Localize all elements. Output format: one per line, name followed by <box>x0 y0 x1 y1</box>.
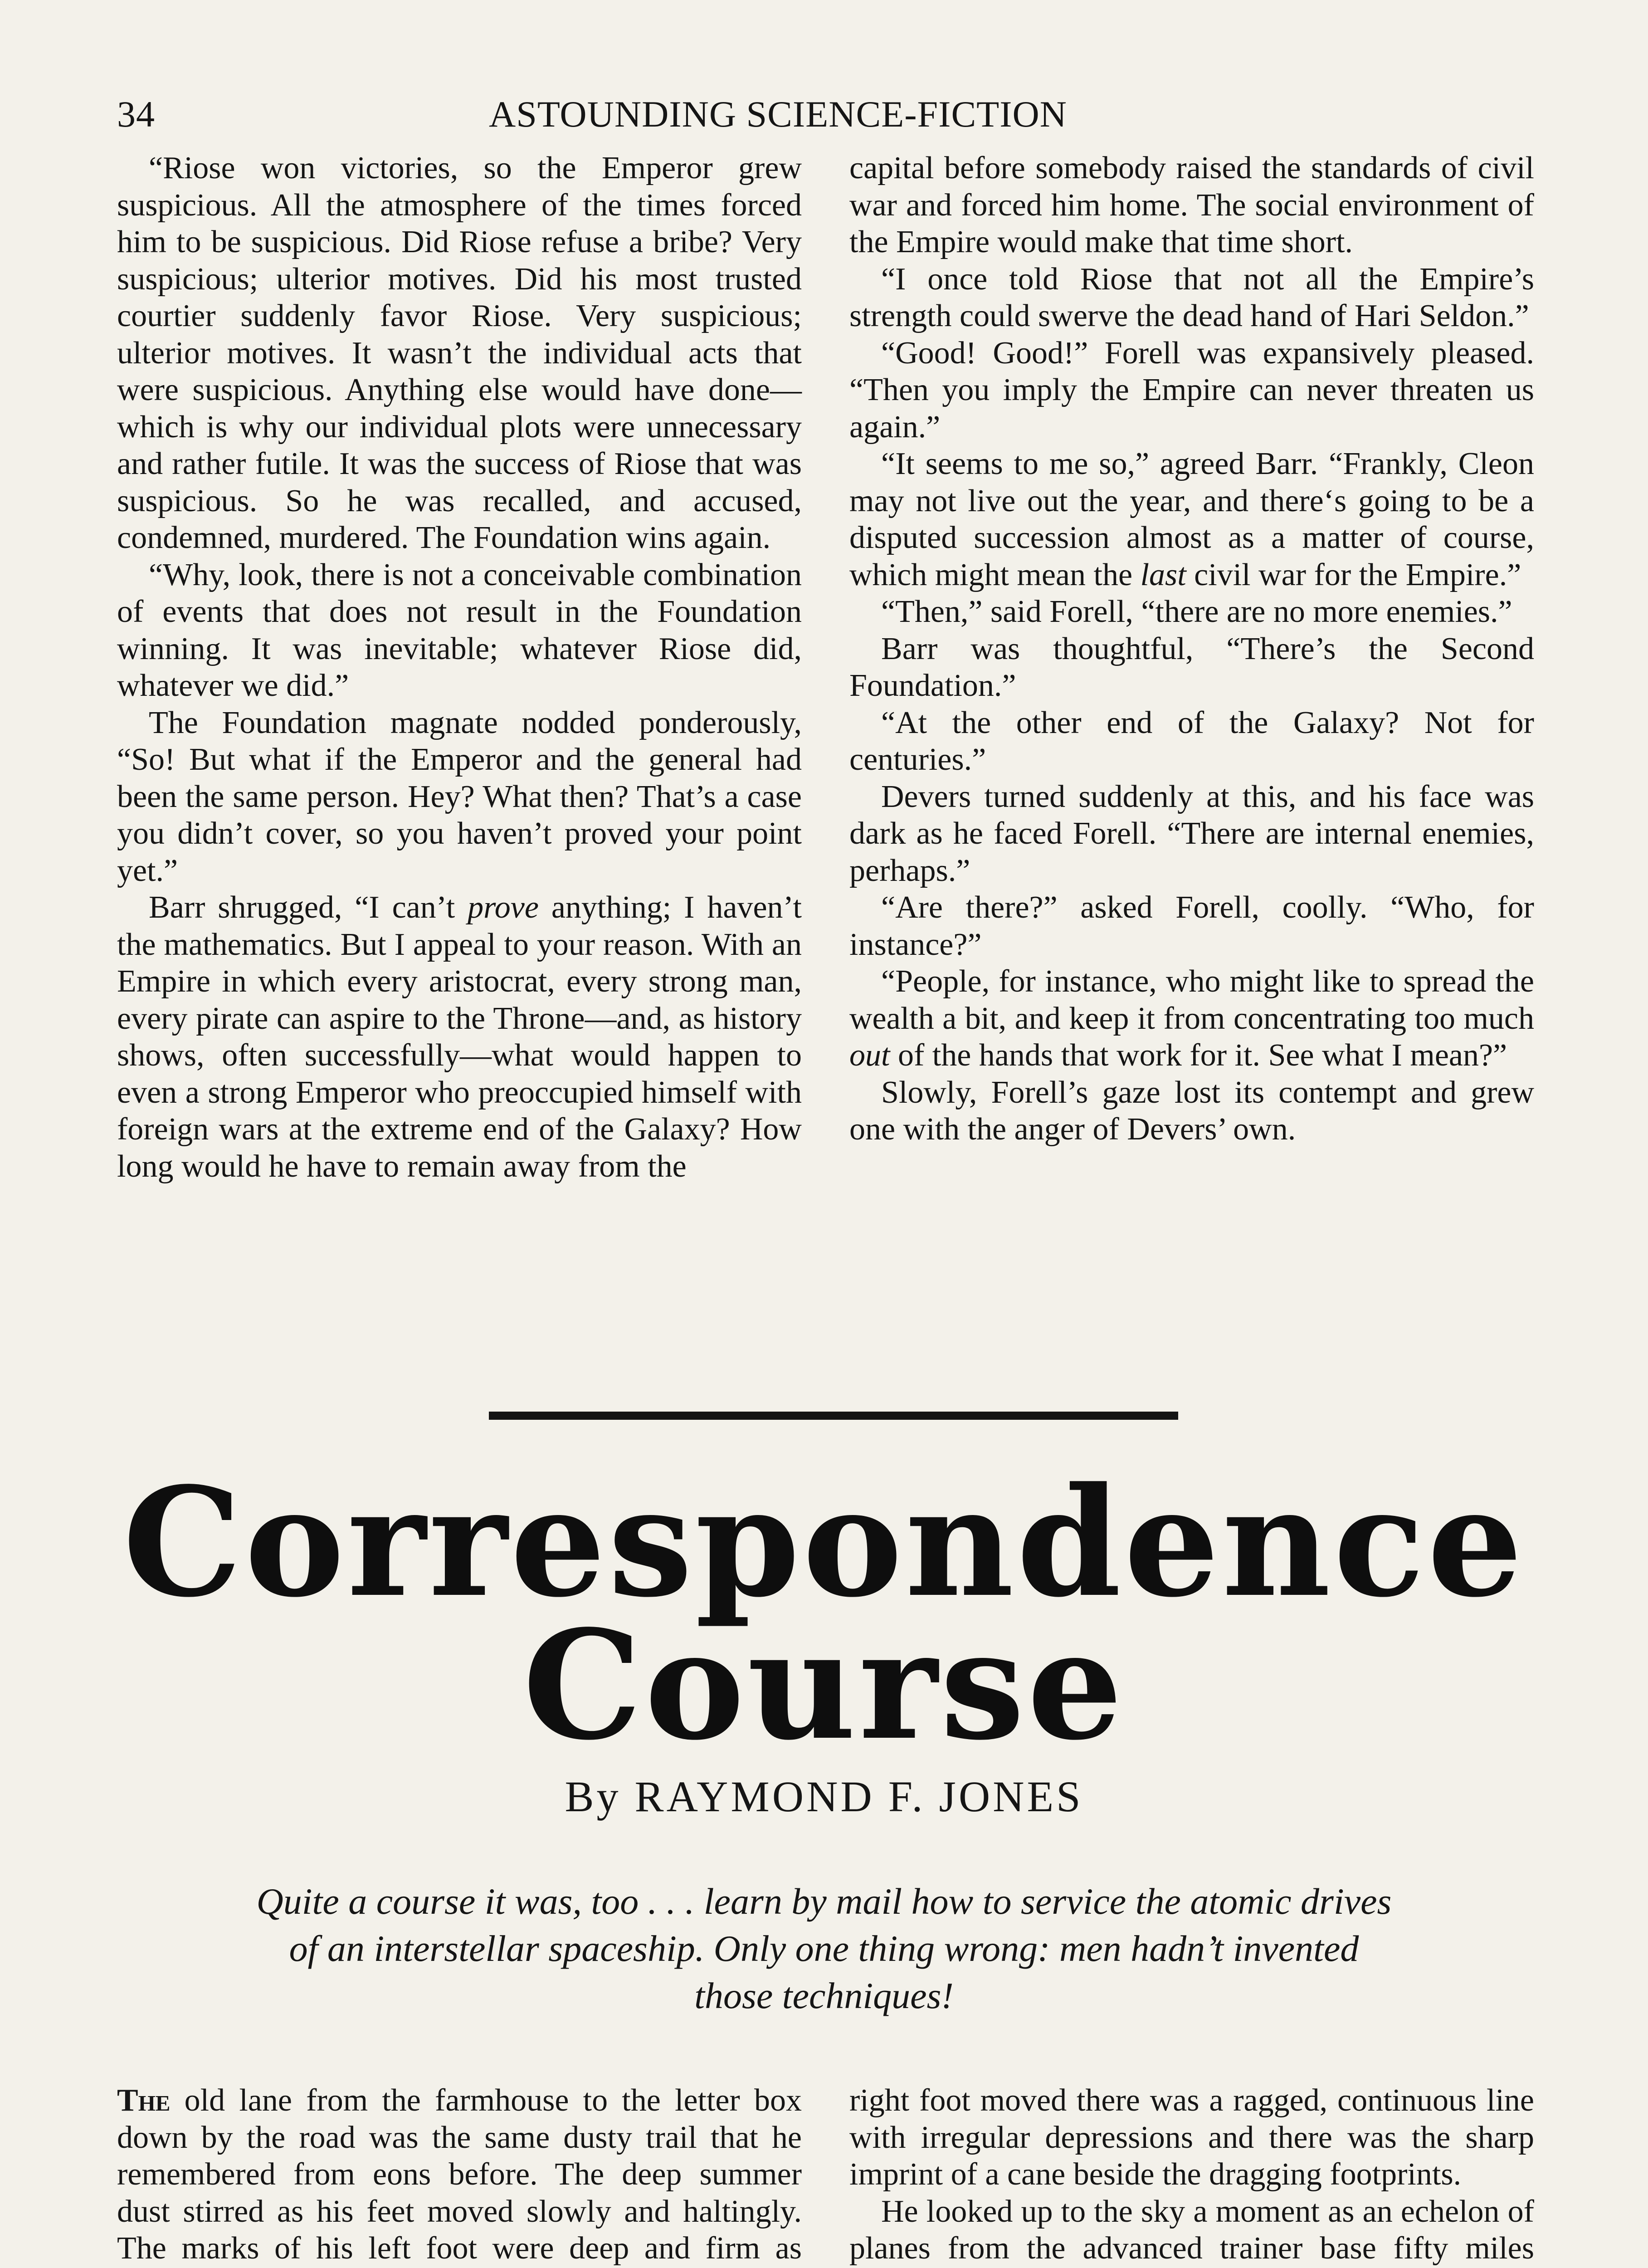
emphasis: out <box>849 1038 890 1073</box>
previous-story-right-column <box>849 150 1534 1148</box>
paragraph: “Riose won victories, so the Emperor grew suspicious. All the atmosphere of the times forced him to be suspicious. Did Riose refuse a bribe? Very suspicious; ulterior motives. Did his most trusted courtier suddenly favor Riose. Very suspicious; ulterior motives. It wasn’t the individual acts that were suspicious. Anything else would have done—which is why our individual plots were unnecessary and rather futile. It was the success of Riose that was suspicious. So he was recalled, and accused, condemned, murdered. The Foundation wins again. <box>117 151 802 555</box>
paragraph: “Are there?” asked Forell, coolly. “Who, for instance?” <box>849 890 1534 962</box>
opening-word: The <box>117 2083 171 2118</box>
paragraph: Barr shrugged, “I can’t prove anything; I haven’t the mathematics. But I appeal to your reason. With an Empire in which every aristocrat, every strong man, every pirate can aspire to the Throne—and, as history shows, often successfully—what would happen to even a strong Emperor who preoccupied himself with foreign wars at the extreme end of the Galaxy? How long would he have to remain away from the <box>117 890 802 1184</box>
paragraph: Slowly, Forell’s gaze lost its contempt and grew one with the anger of Devers’ own. <box>849 1075 1534 1147</box>
paragraph: Barr was thoughtful, “There’s the Second Foundation.” <box>849 631 1534 703</box>
section-divider-rule <box>489 1412 1178 1420</box>
story-blurb: Quite a course it was, too . . . learn by mail how to service the atomic drives of an interstellar spaceship. Only one thing wrong: men hadn’t invented those techniques! <box>256 1881 1392 2016</box>
emphasis: prove <box>468 890 539 925</box>
opening-paragraph: The old lane from the farmhouse to the letter box down by the road was the same dusty trail that he remembered from eons before. The deep summer dust stirred as his feet moved slowly and haltingly. The marks of his left foot were deep and firm as <box>117 2083 802 2266</box>
paragraph: “At the other end of the Galaxy? Not for centuries.” <box>849 705 1534 777</box>
paragraph: “Good! Good!” Forell was expansively pleased. “Then you imply the Empire can never threaten us again.” <box>849 335 1534 445</box>
running-head <box>117 93 1174 147</box>
new-story-left-column <box>117 2082 802 2268</box>
paragraph: Devers turned suddenly at this, and his face was dark as he faced Forell. “There are internal enemies, perhaps.” <box>849 779 1534 888</box>
story-title-line-1: Correspondence <box>122 1454 1526 1630</box>
emphasis: last <box>1140 557 1186 592</box>
paragraph: The Foundation magnate nodded ponderously, “So! But what if the Emperor and the general had been the same person. Hey? What then? That’s a case you didn’t cover, so you haven’t proved your point yet.” <box>117 705 802 888</box>
magazine-title: ASTOUNDING SCIENCE-FICTION <box>489 93 1067 135</box>
paragraph: “People, for instance, who might like to spread the wealth a bit, and keep it from concentrating too much out of the hands that work for it. See what I mean?” <box>849 964 1534 1073</box>
new-story-right-column <box>849 2082 1534 2268</box>
story-title-line-2: Course <box>522 1597 1126 1773</box>
paragraph: “I once told Riose that not all the Empire’s strength could swerve the dead hand of Hari Seldon.” <box>849 261 1534 333</box>
paragraph: “Why, look, there is not a conceivable combination of events that does not result in the Foundation winning. It was inevitable; whatever Riose did, whatever we did.” <box>117 557 802 703</box>
paragraph-continuation: right foot moved there was a ragged, continuous line with irregular depressions and there was the sharp imprint of a cane beside the dragging footprints. <box>849 2083 1534 2192</box>
paragraph: “It seems to me so,” agreed Barr. “Frankly, Cleon may not live out the year, and there‘s going to be a disputed succession almost as a matter of course, which might mean the last civil war for the Empire.” <box>849 446 1534 592</box>
previous-story-left-column <box>117 150 802 1185</box>
paragraph: He looked up to the sky a moment as an echelon of planes from the advanced trainer base fifty miles <box>849 2194 1534 2266</box>
paragraph-continuation: capital before somebody raised the standards of civil war and forced him home. The social environment of the Empire would make that time short. <box>849 151 1534 259</box>
paragraph: “Then,” said Forell, “there are no more enemies.” <box>881 594 1512 629</box>
page-number: 34 <box>117 93 155 135</box>
byline: By RAYMOND F. JONES <box>565 1772 1083 1821</box>
